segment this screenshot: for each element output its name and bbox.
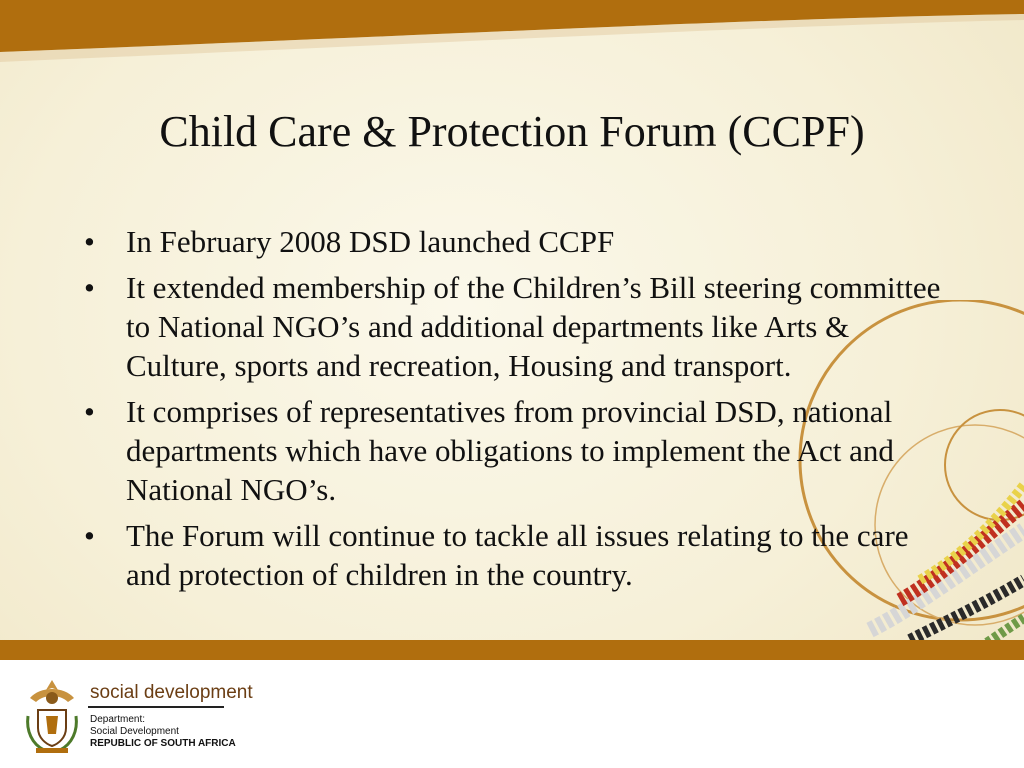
coat-of-arms-logo [22, 676, 82, 756]
bullet-text: In February 2008 DSD launched CCPF [126, 224, 615, 259]
department-label [90, 714, 236, 750]
brand-name: social development [90, 682, 253, 703]
dept-line-1: Department: [90, 714, 146, 725]
bullet-text: It extended membership of the Children’s Bill steering committee to National NGO’s and additional departments like Arts & Culture, sports and recreation, Housing and transport. [126, 270, 941, 383]
top-band [0, 0, 1024, 80]
bullet-icon: • [84, 518, 95, 553]
dept-line-3: REPUBLIC OF SOUTH AFRICA [90, 738, 236, 749]
bullet-item [82, 392, 952, 509]
bullet-icon: • [84, 394, 95, 429]
bullet-item [82, 268, 952, 385]
bullet-list [82, 222, 952, 601]
bullet-icon: • [84, 270, 95, 305]
bullet-icon: • [84, 224, 95, 259]
bullet-item [82, 516, 952, 594]
brand-divider [88, 706, 224, 708]
slide-title: Child Care & Protection Forum (CCPF) [159, 107, 865, 156]
dept-line-2: Social Development [90, 726, 179, 737]
bullet-text: The Forum will continue to tackle all issues relating to the care and protection of children in the country. [126, 518, 909, 592]
bullet-text: It comprises of representatives from provincial DSD, national departments which have obligations to implement the Act and National NGO’s. [126, 394, 894, 507]
bullet-item [82, 222, 952, 261]
